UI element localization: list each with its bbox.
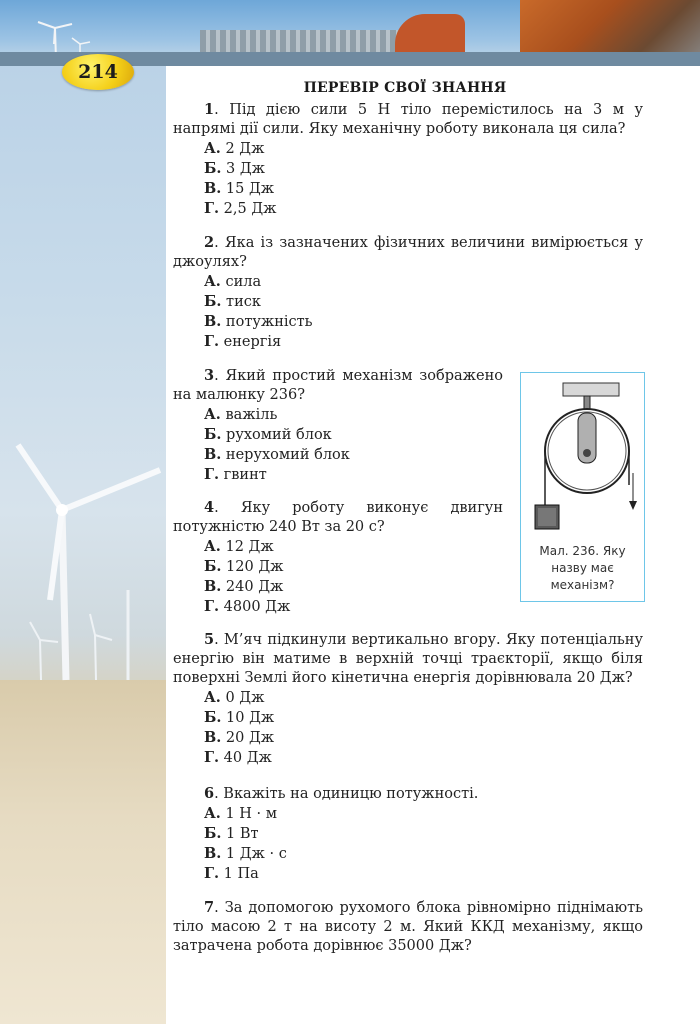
answer-option: Г. 2,5 Дж <box>204 200 277 217</box>
wind-turbine-icon <box>0 0 166 1024</box>
answer-option: Б. 10 Дж <box>204 709 275 726</box>
question-text: . Яку роботу виконує двигун потужністю 240 Вт за 20 с? <box>173 500 503 535</box>
answer-option: Г. 40 Дж <box>204 749 272 766</box>
question-text: . Яка із зазначених фізичних величини вимірюється у джоулях? <box>173 235 643 270</box>
question-2 <box>173 233 643 352</box>
answer-option: А. 0 Дж <box>204 689 265 706</box>
answer-option: Г. 4800 Дж <box>204 598 291 615</box>
question-stem <box>173 366 503 405</box>
question-number: 5 <box>204 631 215 648</box>
answer-option: Б. 120 Дж <box>204 558 284 575</box>
question-stem <box>173 784 643 804</box>
pulley-diagram <box>521 373 644 543</box>
question-stem <box>173 100 643 139</box>
question-number: 4 <box>204 499 215 516</box>
figure-caption-line: Мал. 236. Яку <box>539 544 626 558</box>
page-number-badge <box>62 54 134 90</box>
answer-option: Б. тиск <box>204 293 261 310</box>
answer-option: Г. 1 Па <box>204 865 259 882</box>
question-text: . Під дією сили 5 Н тіло перемістилось на 3 м у напрямі дії сили. Яку механічну роботу виконала ця сила? <box>173 102 643 137</box>
figure-caption <box>525 543 640 594</box>
answer-option: Г. енергія <box>204 333 282 350</box>
question-text: . За допомогою рухомого блока рівномірно піднімають тіло масою 2 т на висоту 2 м. Який ККД механізму, якщо затрачена робота дорівнює 35000 Дж? <box>173 900 643 954</box>
question-stem <box>173 233 643 272</box>
answer-option: А. 2 Дж <box>204 140 265 157</box>
answer-option: В. 15 Дж <box>204 180 275 197</box>
question-number: 2 <box>204 234 215 251</box>
excavator-shape <box>395 14 465 52</box>
question-1 <box>173 100 643 219</box>
answer-option: Б. 1 Вт <box>204 825 259 842</box>
background-photo-wind-turbines <box>0 0 166 1024</box>
question-number: 6 <box>204 785 215 802</box>
answer-option: В. 20 Дж <box>204 729 275 746</box>
question-text: . М’яч підкинули вертикально вгору. Яку потенціальну енергію він матиме в верхній точці траєкторії, якщо біля поверхні Землі його кінетична енергія дорівнювала 20 Дж? <box>173 632 643 686</box>
figure-236 <box>520 372 645 602</box>
answer-option: А. 12 Дж <box>204 538 274 555</box>
question-stem <box>173 630 643 688</box>
answer-option: Б. 3 Дж <box>204 160 266 177</box>
question-5 <box>173 630 643 768</box>
answer-option: В. потужність <box>204 313 313 330</box>
question-number: 3 <box>204 367 215 384</box>
question-text: . Який простий механізм зображено на малюнку 236? <box>173 368 503 403</box>
answer-option: Б. рухомий блок <box>204 426 332 443</box>
answer-option: В. 240 Дж <box>204 578 284 595</box>
figure-caption-line: механізм? <box>550 578 615 592</box>
section-heading: ПЕРЕВІР СВОЇ ЗНАННЯ <box>303 80 507 96</box>
question-text: . Вкажіть на одиницю потужності. <box>214 786 479 802</box>
question-3 <box>173 366 503 485</box>
answer-option: В. нерухомий блок <box>204 446 350 463</box>
question-7 <box>173 898 643 956</box>
question-number: 7 <box>204 899 215 916</box>
answer-option: А. важіль <box>204 406 278 423</box>
answer-option: В. 1 Дж · с <box>204 845 287 862</box>
question-6 <box>173 784 643 884</box>
answer-option: А. сила <box>204 273 262 290</box>
question-number: 1 <box>204 101 215 118</box>
question-stem <box>173 498 503 537</box>
figure-caption-line: назву має <box>551 561 614 575</box>
question-4 <box>173 498 503 617</box>
question-stem <box>173 898 643 956</box>
answer-option: А. 1 Н · м <box>204 805 278 822</box>
answer-option: Г. гвинт <box>204 466 267 483</box>
page-number: 214 <box>78 61 118 83</box>
